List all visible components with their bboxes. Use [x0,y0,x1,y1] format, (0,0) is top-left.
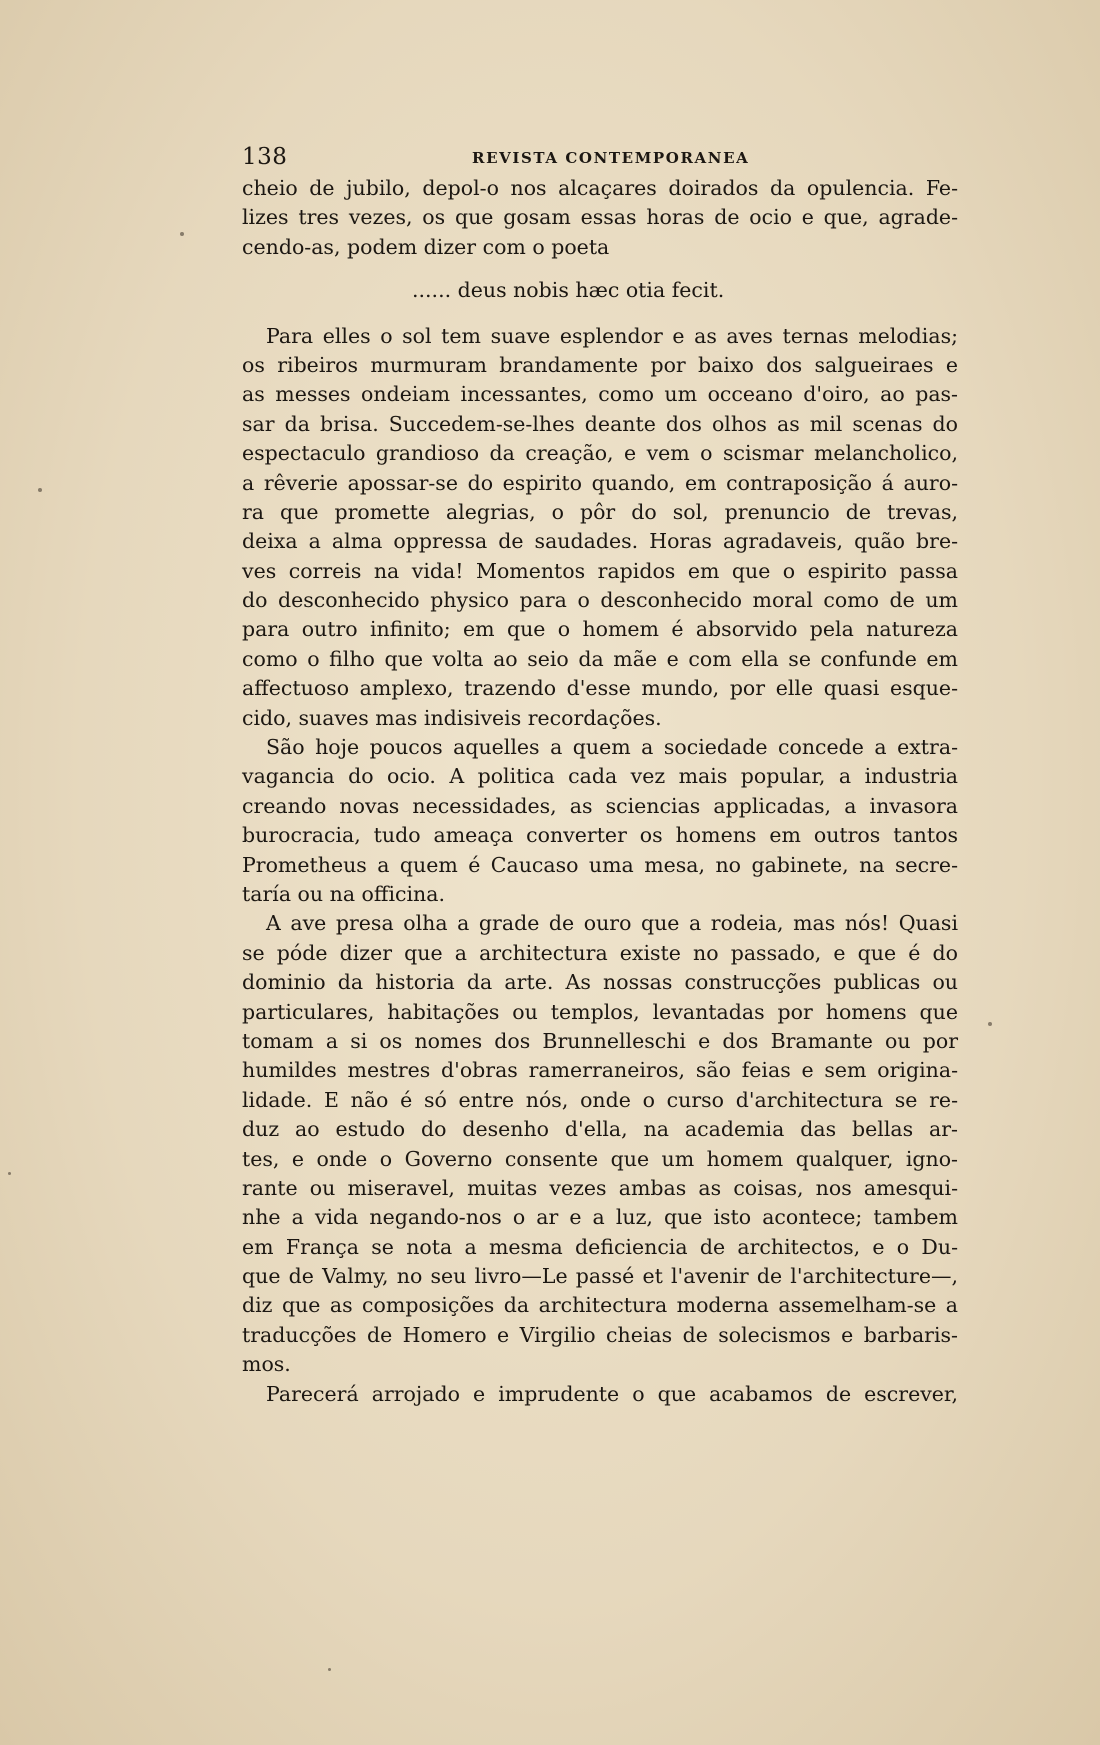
text-line: duz ao estudo do desenho d'ella, na academia das bellas ar- [242,1117,958,1142]
paragraph-4 [242,1380,958,1409]
text-line: ra que promette alegrias, o pôr do sol, prenuncio de trevas, [242,499,958,524]
text-line: traducções de Homero e Virgilio cheias de solecismos e barbaris- [242,1322,958,1347]
text-line: para outro infinito; em que o homem é absorvido pela natureza [242,617,958,642]
text-line: se póde dizer que a architectura existe no passado, e que é do [242,940,958,965]
text-line: deixa a alma oppressa de saudades. Horas agradaveis, quão bre- [242,529,958,554]
paper-speck [328,1668,331,1671]
text-block-1 [242,174,958,262]
paper-speck [8,1172,11,1175]
text-line: Prometheus a quem é Caucaso uma mesa, no gabinete, na secre- [242,852,958,877]
text-line: que de Valmy, no seu livro—Le passé et l'avenir de l'architecture—, [242,1264,958,1289]
text-line: rante ou miseravel, muitas vezes ambas as coisas, nos amesqui- [242,1175,958,1200]
text-line: Para elles o sol tem suave esplendor e as aves ternas melodias; [266,323,958,348]
latin-quotation: ...... deus nobis hæc otia fecit. [412,278,725,303]
text-line: lidade. E não é só entre nós, onde o curso d'architectura se re- [242,1087,958,1112]
text-line: nhe a vida negando-nos o ar e a luz, que isto acontece; tambem [242,1205,958,1230]
paragraph-1 [242,322,958,733]
text-line: particulares, habitações ou templos, levantadas por homens que [242,999,958,1024]
text-line: diz que as composições da architectura moderna assemelham-se a [242,1293,958,1318]
text-line: dominio da historia da arte. As nossas construcções publicas ou [242,970,958,995]
text-line: a rêverie apossar-se do espirito quando, em contraposição á auro- [242,470,958,495]
text-line: Parecerá arrojado e imprudente o que acabamos de escrever, [266,1381,958,1406]
text-line: taría ou na officina. [242,881,445,906]
page-number: 138 [242,144,288,170]
text-line: do desconhecido physico para o desconhecido moral como de um [242,588,958,613]
text-line: espectaculo grandioso da creação, e vem o scismar melancholico, [242,441,958,466]
paper-speck [988,1022,992,1026]
text-line: São hoje poucos aquelles a quem a sociedade concede a extra- [266,735,958,760]
text-line: tomam a si os nomes dos Brunnelleschi e dos Bramante ou por [242,1028,958,1053]
page-header [242,140,958,174]
text-line: burocracia, tudo ameaça converter os homens em outros tantos [242,823,958,848]
text-line: cido, suaves mas indisiveis recordações. [242,705,662,730]
paper-speck [38,488,42,492]
text-line: sar da brisa. Succedem-se-lhes deante dos olhos as mil scenas do [242,411,958,436]
text-line: humildes mestres d'obras ramerraneiros, são feias e sem origina- [242,1058,958,1083]
text-line: mos. [242,1352,291,1377]
text-line: tes, e onde o Governo consente que um homem qualquer, igno- [242,1146,958,1171]
book-page [242,140,958,1409]
text-line: os ribeiros murmuram brandamente por baixo dos salgueiraes e [242,352,958,377]
text-line: as messes ondeiam incessantes, como um occeano d'oiro, ao pas- [242,382,958,407]
text-line: em França se nota a mesma deficiencia de architectos, e o Du- [242,1234,958,1259]
text-line: vagancia do ocio. A politica cada vez mais popular, a industria [242,764,958,789]
text-line: cheio de jubilo, depol-o nos alcaçares doirados da opulencia. Fe- [242,176,958,200]
text-line: creando novas necessidades, as sciencias applicadas, a invasora [242,793,958,818]
text-line: affectuoso amplexo, trazendo d'esse mundo, por elle quasi esque- [242,676,958,701]
text-line: A ave presa olha a grade de ouro que a rodeia, mas nós! Quasi [266,911,958,936]
running-head: REVISTA CONTEMPORANEA [472,149,750,167]
text-line: cendo-as, podem dizer com o poeta [242,234,610,259]
text-line: ves correis na vida! Momentos rapidos em que o espirito passa [242,558,958,583]
paragraph-2 [242,733,958,909]
paragraph-3 [242,909,958,1379]
paper-speck [180,232,184,236]
text-line: lizes tres vezes, os que gosam essas horas de ocio e que, agrade- [242,205,958,230]
text-line: como o filho que volta ao seio da mãe e com ella se confunde em [242,646,958,671]
